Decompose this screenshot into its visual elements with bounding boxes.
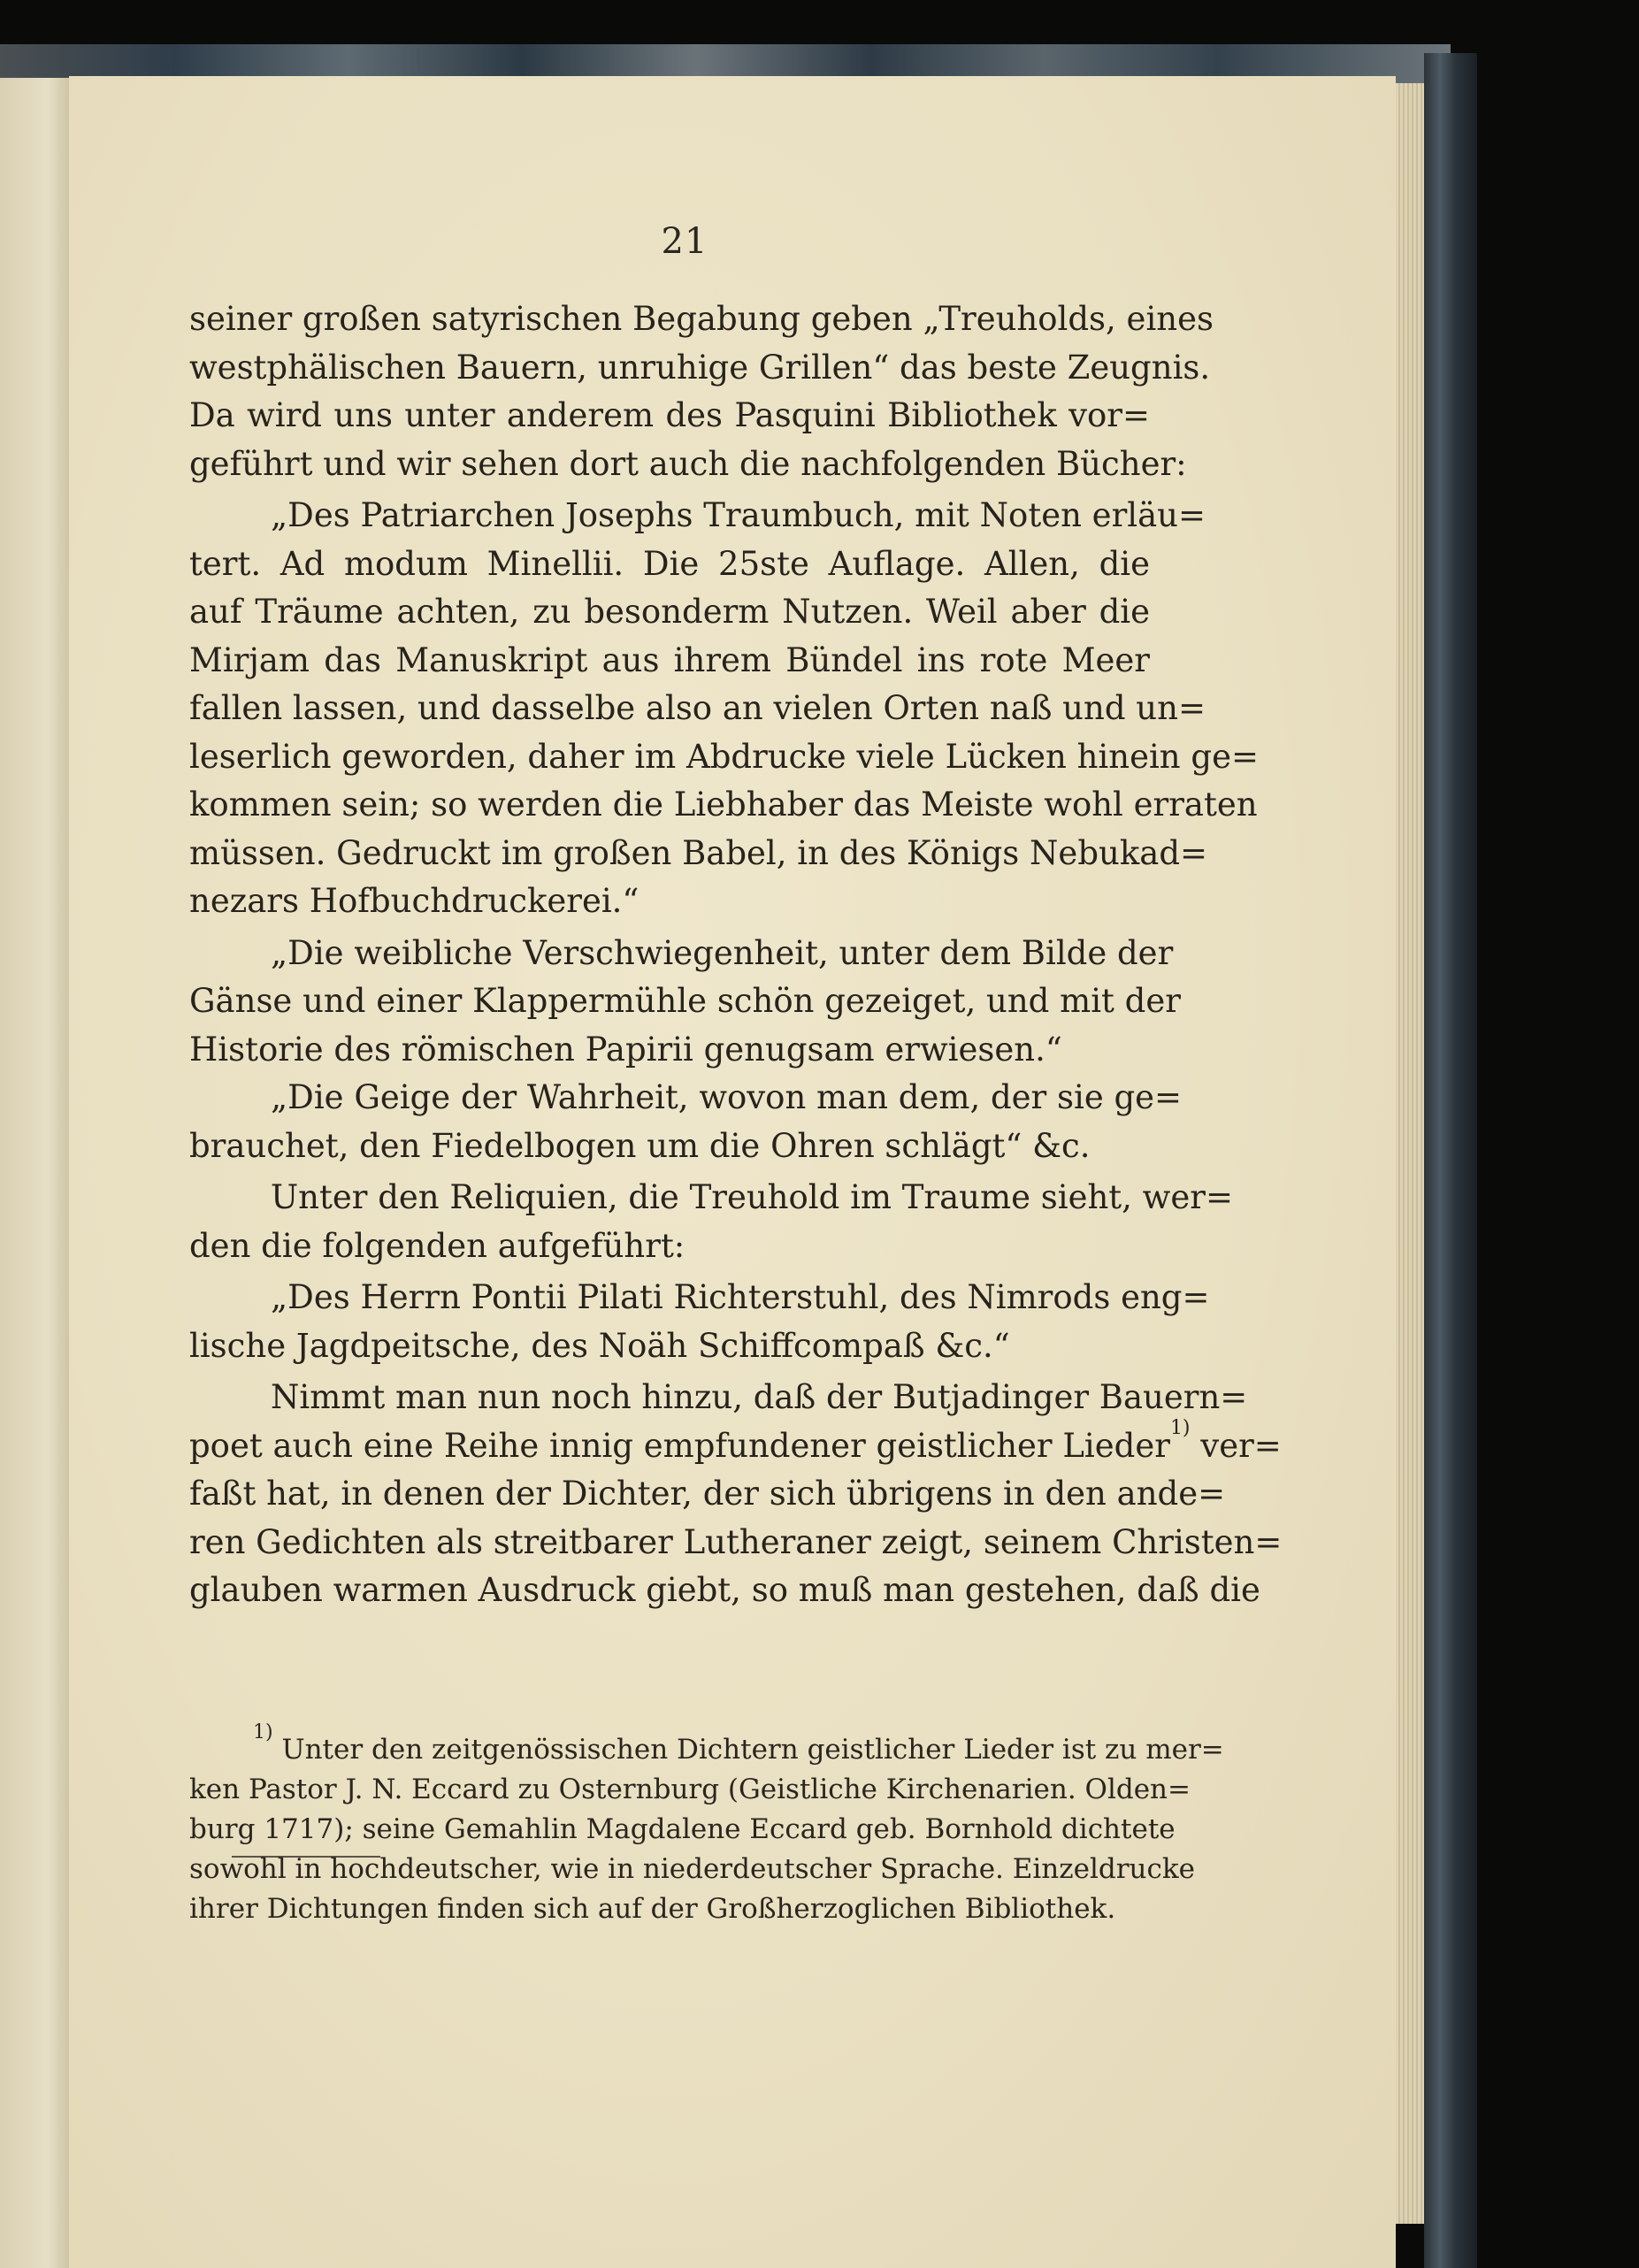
- text-line: kommen sein; so werden die Liebhaber das Meiste wohl erraten: [189, 785, 1258, 824]
- text-line: müssen. Gedruckt im großen Babel, in des Königs Nebukad=: [189, 833, 1208, 872]
- text-line: Historie des römischen Papirii genugsam erwiesen.“: [189, 1030, 1062, 1069]
- text-line: fallen lassen, und dasselbe also an vielen Orten naß und un=: [189, 689, 1206, 727]
- text-line: „Des Herrn Pontii Pilati Richterstuhl, des Nimrods eng=: [271, 1278, 1210, 1316]
- footnote-line: ihrer Dichtungen finden sich auf der Großherzoglichen Bibliothek.: [189, 1893, 1116, 1925]
- text-line: Da wird uns unter anderem des Pasquini Bibliothek vor=: [189, 396, 1150, 434]
- footnote-marker: 1): [253, 1720, 273, 1743]
- text-line-with-footnote: [189, 1417, 1282, 1471]
- right-cover-edge: [1424, 53, 1477, 2268]
- footnote-line: ken Pastor J. N. Eccard zu Osternburg (Geistliche Kirchenarien. Olden=: [189, 1774, 1191, 1805]
- body-text: [189, 295, 1283, 1615]
- text-line: nezars Hofbuchdruckerei.“: [189, 882, 640, 920]
- left-page-edge: [0, 78, 72, 2268]
- text-line: lische Jagdpeitsche, des Noäh Schiffcompaß &c.“: [189, 1326, 1010, 1365]
- text-line: seiner großen satyrischen Begabung geben „Treuholds, eines: [189, 300, 1214, 338]
- text-line: auf Träume achten, zu besonderm Nutzen. Weil aber die: [189, 593, 1150, 631]
- line-tail: ver=: [1200, 1426, 1282, 1465]
- text-line: geführt und wir sehen dort auch die nachfolgenden Bücher:: [189, 444, 1187, 483]
- text-line: Gänse und einer Klappermühle schön gezeiget, und mit der: [189, 982, 1181, 1020]
- text-line: leserlich geworden, daher im Abdrucke viele Lücken hinein ge=: [189, 737, 1259, 776]
- text-line: ren Gedichten als streitbarer Lutheraner zeigt, seinem Christen=: [189, 1522, 1283, 1561]
- text-line: den die folgenden aufgeführt:: [189, 1226, 685, 1265]
- footnote-line: [189, 1720, 1224, 1770]
- text-line: „Die Geige der Wahrheit, wovon man dem, der sie ge=: [271, 1078, 1183, 1116]
- text-line: westphälischen Bauern, unruhige Grillen“ das beste Zeugnis.: [189, 348, 1211, 387]
- text-line: „Die weibliche Verschwiegenheit, unter dem Bilde der: [271, 933, 1174, 972]
- page-number: 21: [661, 221, 708, 262]
- footnote-line: burg 1717); seine Gemahlin Magdalene Eccard geb. Bornhold dichtete: [189, 1813, 1176, 1845]
- text-line: Unter den Reliquien, die Treuhold im Traume sieht, wer=: [271, 1178, 1233, 1216]
- text-line: brauchet, den Fiedelbogen um die Ohren schlägt“ &c.: [189, 1126, 1091, 1165]
- text-line: Nimmt man nun noch hinzu, daß der Butjadinger Bauern=: [271, 1378, 1248, 1416]
- text-line: „Des Patriarchen Josephs Traumbuch, mit Noten erläu=: [271, 496, 1206, 534]
- text-line: tert. Ad modum Minellii. Die 25ste Auflage. Allen, die: [189, 544, 1150, 583]
- page-stack-edges: [1396, 83, 1424, 2224]
- line-text: poet auch eine Reihe innig empfundener geistlicher Lieder: [189, 1426, 1170, 1465]
- text-line: Mirjam das Manuskript aus ihrem Bündel ins rote Meer: [189, 640, 1150, 679]
- footnote-text: Unter den zeitgenössischen Dichtern geistlicher Lieder ist zu mer=: [281, 1734, 1224, 1766]
- footnote-line: sowohl in hochdeutscher, wie in niederdeutscher Sprache. Einzeldrucke: [189, 1853, 1195, 1885]
- text-line: glauben warmen Ausdruck giebt, so muß man gestehen, daß die: [189, 1571, 1260, 1609]
- footnote-reference[interactable]: 1): [1169, 1417, 1191, 1440]
- text-line: faßt hat, in denen der Dichter, der sich übrigens in den ande=: [189, 1475, 1226, 1513]
- footnote: [189, 1720, 1224, 1929]
